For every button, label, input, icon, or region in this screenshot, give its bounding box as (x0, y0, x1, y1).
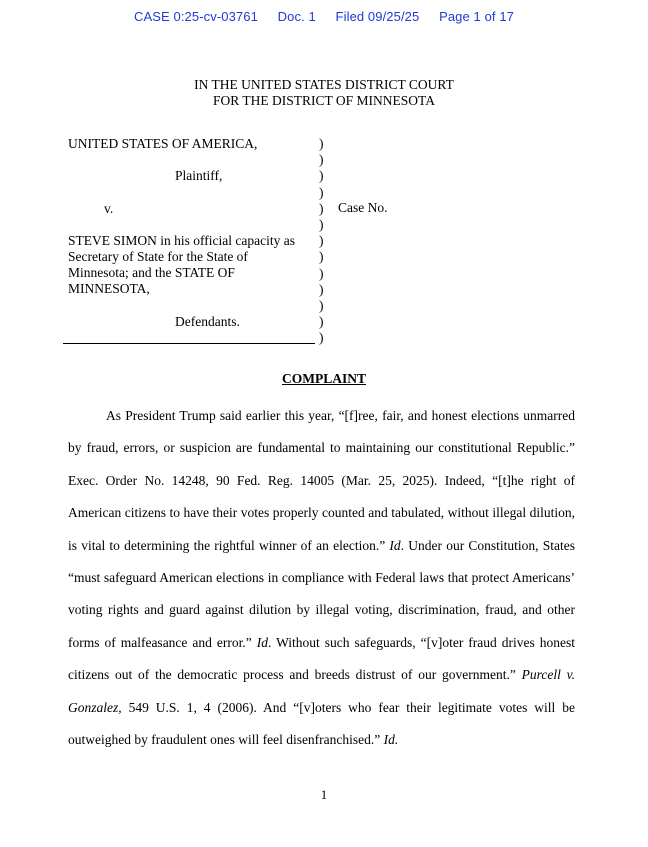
defendant-line: Minnesota; and the STATE OF (68, 265, 235, 280)
citation-id: Id (256, 634, 268, 650)
case-no-label: Case No. (338, 200, 388, 215)
caption-parentheses (319, 136, 324, 346)
body-text: As President Trump said earlier this year, “[f]ree, fair, and honest elections unmarred by fraud, errors, or suspicion are fundamental to maintaining our constitutional Republic.” Exec. Order No. 14248, 90 Fed. Reg. 14005 (Mar. 25, 2025). Indeed, “[t]he right of American citizens to have their votes properly counted and tabulated, without illegal dilution, is vital to determining the rightful winner of an election.” (68, 408, 575, 553)
plaintiff-role: Plaintiff, (175, 168, 223, 183)
document-title: COMPLAINT (282, 371, 366, 386)
paren: ) (319, 265, 324, 281)
doc-number: Doc. 1 (277, 9, 316, 24)
paren: ) (319, 152, 324, 168)
defendant-line: MINNESOTA, (68, 281, 150, 296)
paren: ) (319, 216, 324, 232)
paren: ) (319, 184, 324, 200)
page-number: 1 (320, 787, 328, 802)
paren: ) (319, 249, 324, 265)
body-text: , 549 U.S. 1, 4 (2006). And “[v]oters who fear their legitimate votes will be outweighed by fraudulent ones will feel disenfranchised.” (68, 699, 575, 748)
caption-rule (63, 343, 315, 344)
filing-header (0, 9, 648, 24)
paren: ) (319, 281, 324, 297)
body-text: . Under our Constitution, States “must safeguard American elections in compliance with Federal laws that protect Americans’ voting rights and guard against dilution by illegal voting, discrimination, fraud, and other forms of malfeasance and error.” (68, 537, 575, 650)
paren: ) (319, 297, 324, 313)
complaint-paragraph (68, 400, 575, 756)
body-text: . Without such safeguards, “[v]oter fraud drives honest citizens out of the democratic process and breeds distrust of our government.” (68, 634, 575, 683)
court-heading (0, 77, 648, 109)
citation-id: Id (389, 537, 401, 553)
paren: ) (319, 136, 324, 151)
defendant-line: STEVE SIMON in his official capacity as (68, 233, 295, 248)
paren: ) (319, 168, 324, 184)
case-caption (68, 136, 588, 348)
defendant-role: Defendants. (175, 314, 240, 329)
citation-id: Id. (383, 732, 399, 748)
filed-date: Filed 09/25/25 (335, 9, 420, 24)
versus: v. (104, 201, 114, 216)
plaintiff-name: UNITED STATES OF AMERICA, (68, 136, 258, 151)
court-line-2: FOR THE DISTRICT OF MINNESOTA (213, 93, 435, 108)
case-citation: Purcell v. Gonzalez (68, 667, 575, 715)
court-line-1: IN THE UNITED STATES DISTRICT COURT (194, 77, 454, 92)
page-indicator: Page 1 of 17 (439, 9, 514, 24)
case-number: CASE 0:25-cv-03761 (134, 9, 258, 24)
paren: ) (319, 233, 324, 249)
defendant-line: Secretary of State for the State of (68, 249, 248, 264)
paren: ) (319, 330, 324, 346)
paren: ) (319, 314, 324, 330)
paren: ) (319, 200, 324, 216)
